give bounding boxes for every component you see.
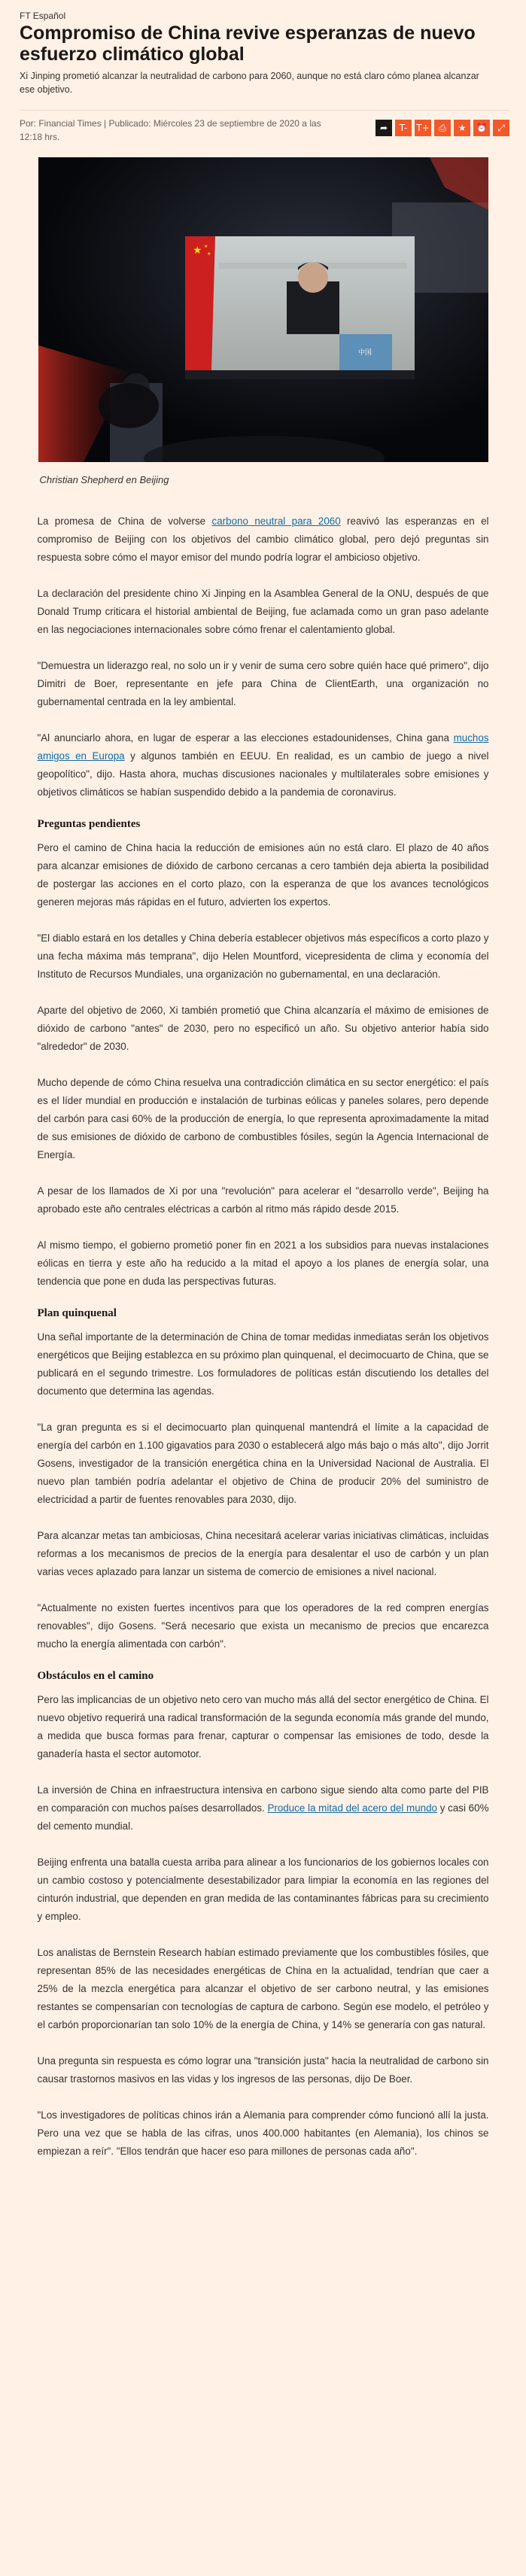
- text-smaller-button[interactable]: T-: [395, 120, 412, 136]
- carbon-neutral-link[interactable]: carbono neutral para 2060: [211, 516, 341, 527]
- paragraph: A pesar de los llamados de Xi por una "revolución" para acelerar el "desarrollo verde", Beijing ha aprobado este año centrales eléctricas a carbón al ritmo más rápido desde 2015.: [37, 1185, 489, 1215]
- share-icon[interactable]: ➦: [375, 120, 392, 136]
- main-screen: [185, 236, 415, 379]
- section-heading: Preguntas pendientes: [37, 818, 141, 830]
- print-icon[interactable]: ⎙: [434, 120, 451, 136]
- paragraph: "Los investigadores de políticas chinos irán a Alemania para comprender cómo funcionó allí la justa. Pero una vez que se habla de las cifras, unos 400.000 habitantes (en Alemania), los chinos se empiezan a reír". "Ellos tendrán que hacer eso para millones de personas cada año".: [37, 2109, 489, 2157]
- text-span: "Al anunciarlo ahora, en lugar de esperar a las elecciones estadounidenses, China gana: [37, 732, 454, 744]
- text-span: y casi 60% del cemento mundial.: [37, 1802, 489, 1832]
- article-toolbar: [375, 117, 509, 136]
- paragraph: [38, 1781, 489, 1835]
- paragraph: Una pregunta sin respuesta es cómo lograr una "transición justa" hacia la neutralidad de carbono sin causar trastornos masivos en las vidas y los ingresos de las personas, dijo De Boer.: [37, 2055, 489, 2085]
- source-label[interactable]: FT Español: [20, 11, 66, 21]
- europe-friends-link[interactable]: muchos amigos en Europa: [37, 732, 489, 762]
- text-span: reavivó las esperanzas en el compromiso de Beijing con los objetivos del cambio climático global, pero dejó preguntas sin respuesta sobre cómo el mayor emisor del mundo podría lograr el ambicioso objetivo.: [37, 516, 489, 563]
- paragraph: [38, 729, 489, 801]
- paragraph: [38, 512, 489, 567]
- text-span: y algunos también en EEUU. En realidad, es un cambio de juego a nivel geopolítico", dijo. Hasta ahora, muchas discusiones nacionales y multilaterales sobre emisiones y objetivos climáticos se habían suspendido debido a la pandemia de coronavirus.: [37, 750, 489, 798]
- text-larger-button[interactable]: T+: [415, 120, 431, 136]
- hero-image: [38, 157, 488, 462]
- paragraph: "El diablo estará en los detalles y China debería establecer objetivos más específicos a corto plazo y una fecha máxima más temprana", dijo Helen Mountford, vicepresidenta de clima y economía del Instituto de Recursos Mundiales, una organización no gubernamental, en una declaración.: [37, 932, 489, 980]
- svg-text:★: ★: [206, 251, 211, 257]
- svg-text:★: ★: [192, 245, 202, 257]
- steel-production-link[interactable]: Produce la mitad del acero del mundo: [267, 1802, 437, 1814]
- star-icon[interactable]: ★: [454, 120, 470, 136]
- byline: Por: Financial Times | Publicado: Miércoles 23 de septiembre de 2020 a las 12:18 hrs.: [20, 118, 321, 142]
- hero-illustration: [38, 157, 488, 462]
- paragraph: "La gran pregunta es si el decimocuarto plan quinquenal mantendrá el límite a la capacidad de energía del carbón en 1.100 gigavatios para 2030 o establecerá algo más bajo o más alto", dijo Jorrit Gosens, investigador de la transición energética china en la Universidad Nacional de Australia. El nuevo plan también podría adelantar el objetivo de China de producir 20% del suministro de electricidad a partir de fuentes renovables para 2030, dijo.: [37, 1422, 489, 1505]
- text-span: La promesa de China de volverse: [37, 516, 212, 527]
- meta-row: [20, 110, 509, 144]
- podium-label: 中国: [357, 349, 372, 357]
- article-body: [38, 485, 489, 2161]
- paragraph: Los analistas de Bernstein Research habían estimado previamente que los combustibles fósiles, que representan 85% de las necesidades energéticas de China en la actualidad, tendrían que caer a 25% de la mezcla energética para alcanzar el objetivo de ser carbono neutral, y las emisiones restantes se compensarían con tecnologías de captura de carbono. Según ese modelo, el petróleo y el carbón proporcionarían tan solo 10% de la energía de China, y 14% se generaría con gas natural.: [37, 1947, 489, 2030]
- paragraph: "Actualmente no existen fuertes incentivos para que los operadores de la red compren energías renovables", dijo Gosens. "Será necesario que exista un mecanismo de precios que encarezca mucho la energía alimentada con carbón".: [37, 1602, 489, 1650]
- expand-icon[interactable]: ⤢: [493, 120, 509, 136]
- paragraph: "Demuestra un liderazgo real, no solo un ir y venir de suma cero sobre quién hace qué primero", dijo Dimitri de Boer, representante en jefe para China de ClientEarth, una organización no gubernamental centrada en la ley ambiental.: [37, 660, 489, 707]
- article-title: Compromiso de China revive esperanzas de nuevo esfuerzo climático global: [20, 23, 476, 65]
- svg-text:★: ★: [203, 244, 208, 249]
- paragraph: Mucho depende de cómo China resuelva una contradicción climática en su sector energético: el país es el líder mundial en producción e instalación de turbinas eólicas y paneles solares, pero depende del carbón para casi 60% de la producción de energía, lo que representa aproximadamente la mitad de sus emisiones de dióxido de carbono de combustibles fósiles, según la Agencia Internacional de Energía.: [37, 1077, 489, 1160]
- image-caption: Christian Shepherd en Beijing: [39, 474, 169, 485]
- paragraph: Beijing enfrenta una batalla cuesta arriba para alinear a los funcionarios de los gobiernos locales con un cambio costoso y potencialmente desestabilizador para limpiar la economía en las regiones del cinturón industrial, que dependen en gran medida de las contaminantes fábricas para su crecimiento y empleo.: [37, 1857, 489, 1922]
- paragraph: Pero el camino de China hacia la reducción de emisiones aún no está claro. El plazo de 40 años para alcanzar emisiones de dióxido de carbono cercanas a cero también deja abierta la posibilidad de postergar las acciones en el corto plazo, con la esperanza de que los avances tecnológicos generen mejoras más rápidas en el futuro, advierten los expertos.: [37, 842, 489, 908]
- paragraph: Una señal importante de la determinación de China de tomar medidas inmediatas serán los objetivos energéticos que Beijing establezca en su próximo plan quinquenal, el decimocuarto de China, que se publicará en el segundo trimestre. Los formuladores de políticas están discutiendo los detalles del documento que determina las agendas.: [37, 1331, 489, 1397]
- article-header: [0, 0, 526, 144]
- alarm-clock-icon[interactable]: ⏰: [473, 120, 490, 136]
- paragraph: La declaración del presidente chino Xi Jinping en la Asamblea General de la ONU, después de que Donald Trump criticara el historial ambiental de Beijing, fue aclamada como un gran paso adelante en las negociaciones internacionales sobre cómo frenar el calentamiento global.: [37, 588, 489, 635]
- section-heading: Plan quinquenal: [37, 1307, 117, 1319]
- paragraph: Aparte del objetivo de 2060, Xi también prometió que China alcanzaría el máximo de emisiones de dióxido de carbono "antes" de 2030, pero no especificó un año. Su objetivo anterior había sido "alrededor" de 2030.: [37, 1005, 489, 1052]
- section-heading: Obstáculos en el camino: [37, 1670, 154, 1682]
- paragraph: Al mismo tiempo, el gobierno prometió poner fin en 2021 a los subsidios para nuevas instalaciones eólicas en tierra y este año ha reducido a la mitad el apoyo a los planes de energía solar, una tendencia que pone en duda las perspectivas futuras.: [37, 1239, 489, 1287]
- paragraph: Para alcanzar metas tan ambiciosas, China necesitará acelerar varias iniciativas climáticas, incluidas reformas a los mecanismos de precios de la energía para desalentar el uso de carbón y un plan varias veces aplazado para lanzar un sistema de comercio de emisiones a nivel nacional.: [37, 1530, 489, 1577]
- article-subtitle: Xi Jinping prometió alcanzar la neutralidad de carbono para 2060, aunque no está claro cómo planea alcanzar ese objetivo.: [20, 71, 479, 95]
- text-span: La inversión de China en infraestructura intensiva en carbono sigue siendo alta como parte del PIB en comparación con muchos países desarrollados.: [37, 1784, 489, 1814]
- paragraph: Pero las implicancias de un objetivo neto cero van mucho más allá del sector energético de China. El nuevo objetivo requerirá una radical transformación de la segunda economía más grande del mundo, a medida que busca formas para frenar, capturar o compensar las emisiones de todo, desde la ganadería hasta el sector automotor.: [37, 1694, 489, 1759]
